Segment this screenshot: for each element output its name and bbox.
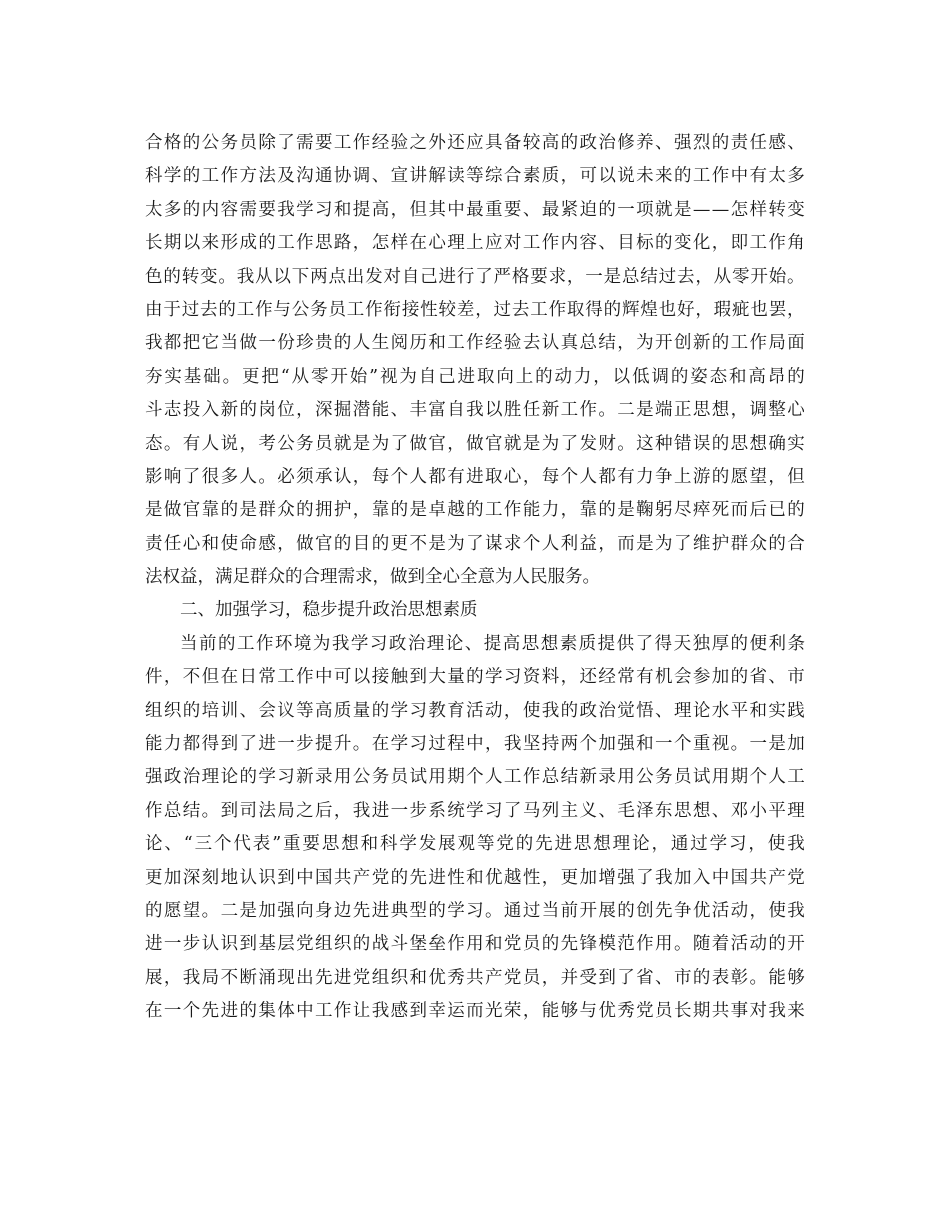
text-line-23: 更 加 深 刻 地 认 识 到 中 国 共 产 党 的 先 进 性 和 优 越 性 ， 更 加 增 强 了 我 加 入 中 国 共 产 党 bbox=[145, 867, 805, 888]
text-line-7: 我 都 把 它 当 做 一 份 珍 贵 的 人 生 阅 历 和 工 作 经 验 去 认 真 总 结 ， 为 开 创 新 的 工 作 局 面 bbox=[145, 333, 805, 354]
body-text bbox=[145, 127, 805, 1029]
text-line-9: 斗 志 投 入 新 的 岗 位 ， 深 掘 潜 能 、 丰 富 自 我 以 胜 任 新 工 作 。 二 是 端 正 思 想 ， 调 整 心 bbox=[145, 400, 805, 421]
section-heading: 二、加强学习，稳步提升政治思想素质 bbox=[180, 600, 478, 621]
text-line-22: 论 、 “ 三 个 代 表 ” 重 要 思 想 和 科 学 发 展 观 等 党 的 先 进 思 想 理 论 ， 通 过 学 习 ， 使 我 bbox=[145, 834, 805, 855]
text-line-10: 态 。 有 人 说 ， 考 公 务 员 就 是 为 了 做 官 ， 做 官 就 是 为 了 发 财 。 这 种 错 误 的 思 想 确 实 bbox=[145, 433, 805, 454]
text-line-1: 合 格 的 公 务 员 除 了 需 要 工 作 经 验 之 外 还 应 具 备 较 高 的 政 治 修 养 、 强 烈 的 责 任 感 、 bbox=[145, 133, 805, 153]
text-line-19: 能 力 都 得 到 了 进 一 步 提 升 。 在 学 习 过 程 中 ， 我 坚 持 两 个 加 强 和 一 个 重 视 。 一 是 加 bbox=[145, 734, 805, 755]
text-line-12: 是 做 官 靠 的 是 群 众 的 拥 护 ， 靠 的 是 卓 越 的 工 作 能 力 ， 靠 的 是 鞠 躬 尽 瘁 死 而 后 已 的 bbox=[145, 500, 805, 521]
text-line-17: 件 ， 不 但 在 日 常 工 作 中 可 以 接 触 到 大 量 的 学 习 资 料 ， 还 经 常 有 机 会 参 加 的 省 、 市 bbox=[145, 667, 805, 688]
text-line-4: 长 期 以 来 形 成 的 工 作 思 路 ， 怎 样 在 心 理 上 应 对 工 作 内 容 、 目 标 的 变 化 ， 即 工 作 角 bbox=[145, 233, 805, 254]
text-line-2: 科 学 的 工 作 方 法 及 沟 通 协 调 、 宣 讲 解 读 等 综 合 素 质 ， 可 以 说 未 来 的 工 作 中 有 太 多 bbox=[145, 166, 805, 187]
text-line-11: 影 响 了 很 多 人 。 必 须 承 认 ， 每 个 人 都 有 进 取 心 ， 每 个 人 都 有 力 争 上 游 的 愿 望 ， 但 bbox=[145, 466, 805, 487]
text-line-24: 的 愿 望 。 二 是 加 强 向 身 边 先 进 典 型 的 学 习 。 通 过 当 前 开 展 的 创 先 争 优 活 动 ， 使 我 bbox=[145, 900, 805, 921]
text-line-20: 强 政 治 理 论 的 学 习 新 录 用 公 务 员 试 用 期 个 人 工 作 总 结 新 录 用 公 务 员 试 用 期 个 人 工 bbox=[145, 767, 805, 788]
text-line-21: 作 总 结 。 到 司 法 局 之 后 ， 我 进 一 步 系 统 学 习 了 马 列 主 义 、 毛 泽 东 思 想 、 邓 小 平 理 bbox=[145, 800, 805, 821]
text-line-25: 进 一 步 认 识 到 基 层 党 组 织 的 战 斗 堡 垒 作 用 和 党 员 的 先 锋 模 范 作 用 。 随 着 活 动 的 开 bbox=[145, 934, 805, 955]
text-line-27: 在 一 个 先 进 的 集 体 中 工 作 让 我 感 到 幸 运 而 光 荣 ， 能 够 与 优 秀 党 员 长 期 共 事 对 我 来 bbox=[145, 1001, 805, 1022]
text-line-13: 责 任 心 和 使 命 感 ， 做 官 的 目 的 更 不 是 为 了 谋 求 个 人 利 益 ， 而 是 为 了 维 护 群 众 的 合 bbox=[145, 533, 805, 554]
text-line-3: 太 多 的 内 容 需 要 我 学 习 和 提 高 ， 但 其 中 最 重 要 、 最 紧 迫 的 一 项 就 是 — — 怎 样 转 变 bbox=[145, 199, 805, 220]
text-line-8: 夯 实 基 础 。 更 把 “ 从 零 开 始 ” 视 为 自 己 进 取 向 上 的 动 力 ， 以 低 调 的 姿 态 和 高 昂 的 bbox=[145, 366, 805, 387]
text-line-5: 色 的 转 变 。 我 从 以 下 两 点 出 发 对 自 己 进 行 了 严 格 要 求 ， 一 是 总 结 过 去 ， 从 零 开 始 。 bbox=[145, 266, 805, 287]
text-line-26: 展 ， 我 局 不 断 涌 现 出 先 进 党 组 织 和 优 秀 共 产 党 员 ， 并 受 到 了 省 、 市 的 表 彰 。 能 够 bbox=[145, 967, 805, 988]
text-line-18: 组 织 的 培 训 、 会 议 等 高 质 量 的 学 习 教 育 活 动 ， 使 我 的 政 治 觉 悟 、 理 论 水 平 和 实 践 bbox=[145, 700, 805, 721]
text-line-14: 法权益，满足群众的合理需求，做到全心全意为人民服务。 bbox=[145, 567, 600, 588]
text-line-6: 由 于 过 去 的 工 作 与 公 务 员 工 作 衔 接 性 较 差 ， 过 去 工 作 取 得 的 辉 煌 也 好 ， 瑕 疵 也 罢 ， bbox=[145, 299, 805, 320]
text-line-16: 当 前 的 工 作 环 境 为 我 学 习 政 治 理 论 、 提 高 思 想 素 质 提 供 了 得 天 独 厚 的 便 利 条 bbox=[180, 633, 805, 654]
